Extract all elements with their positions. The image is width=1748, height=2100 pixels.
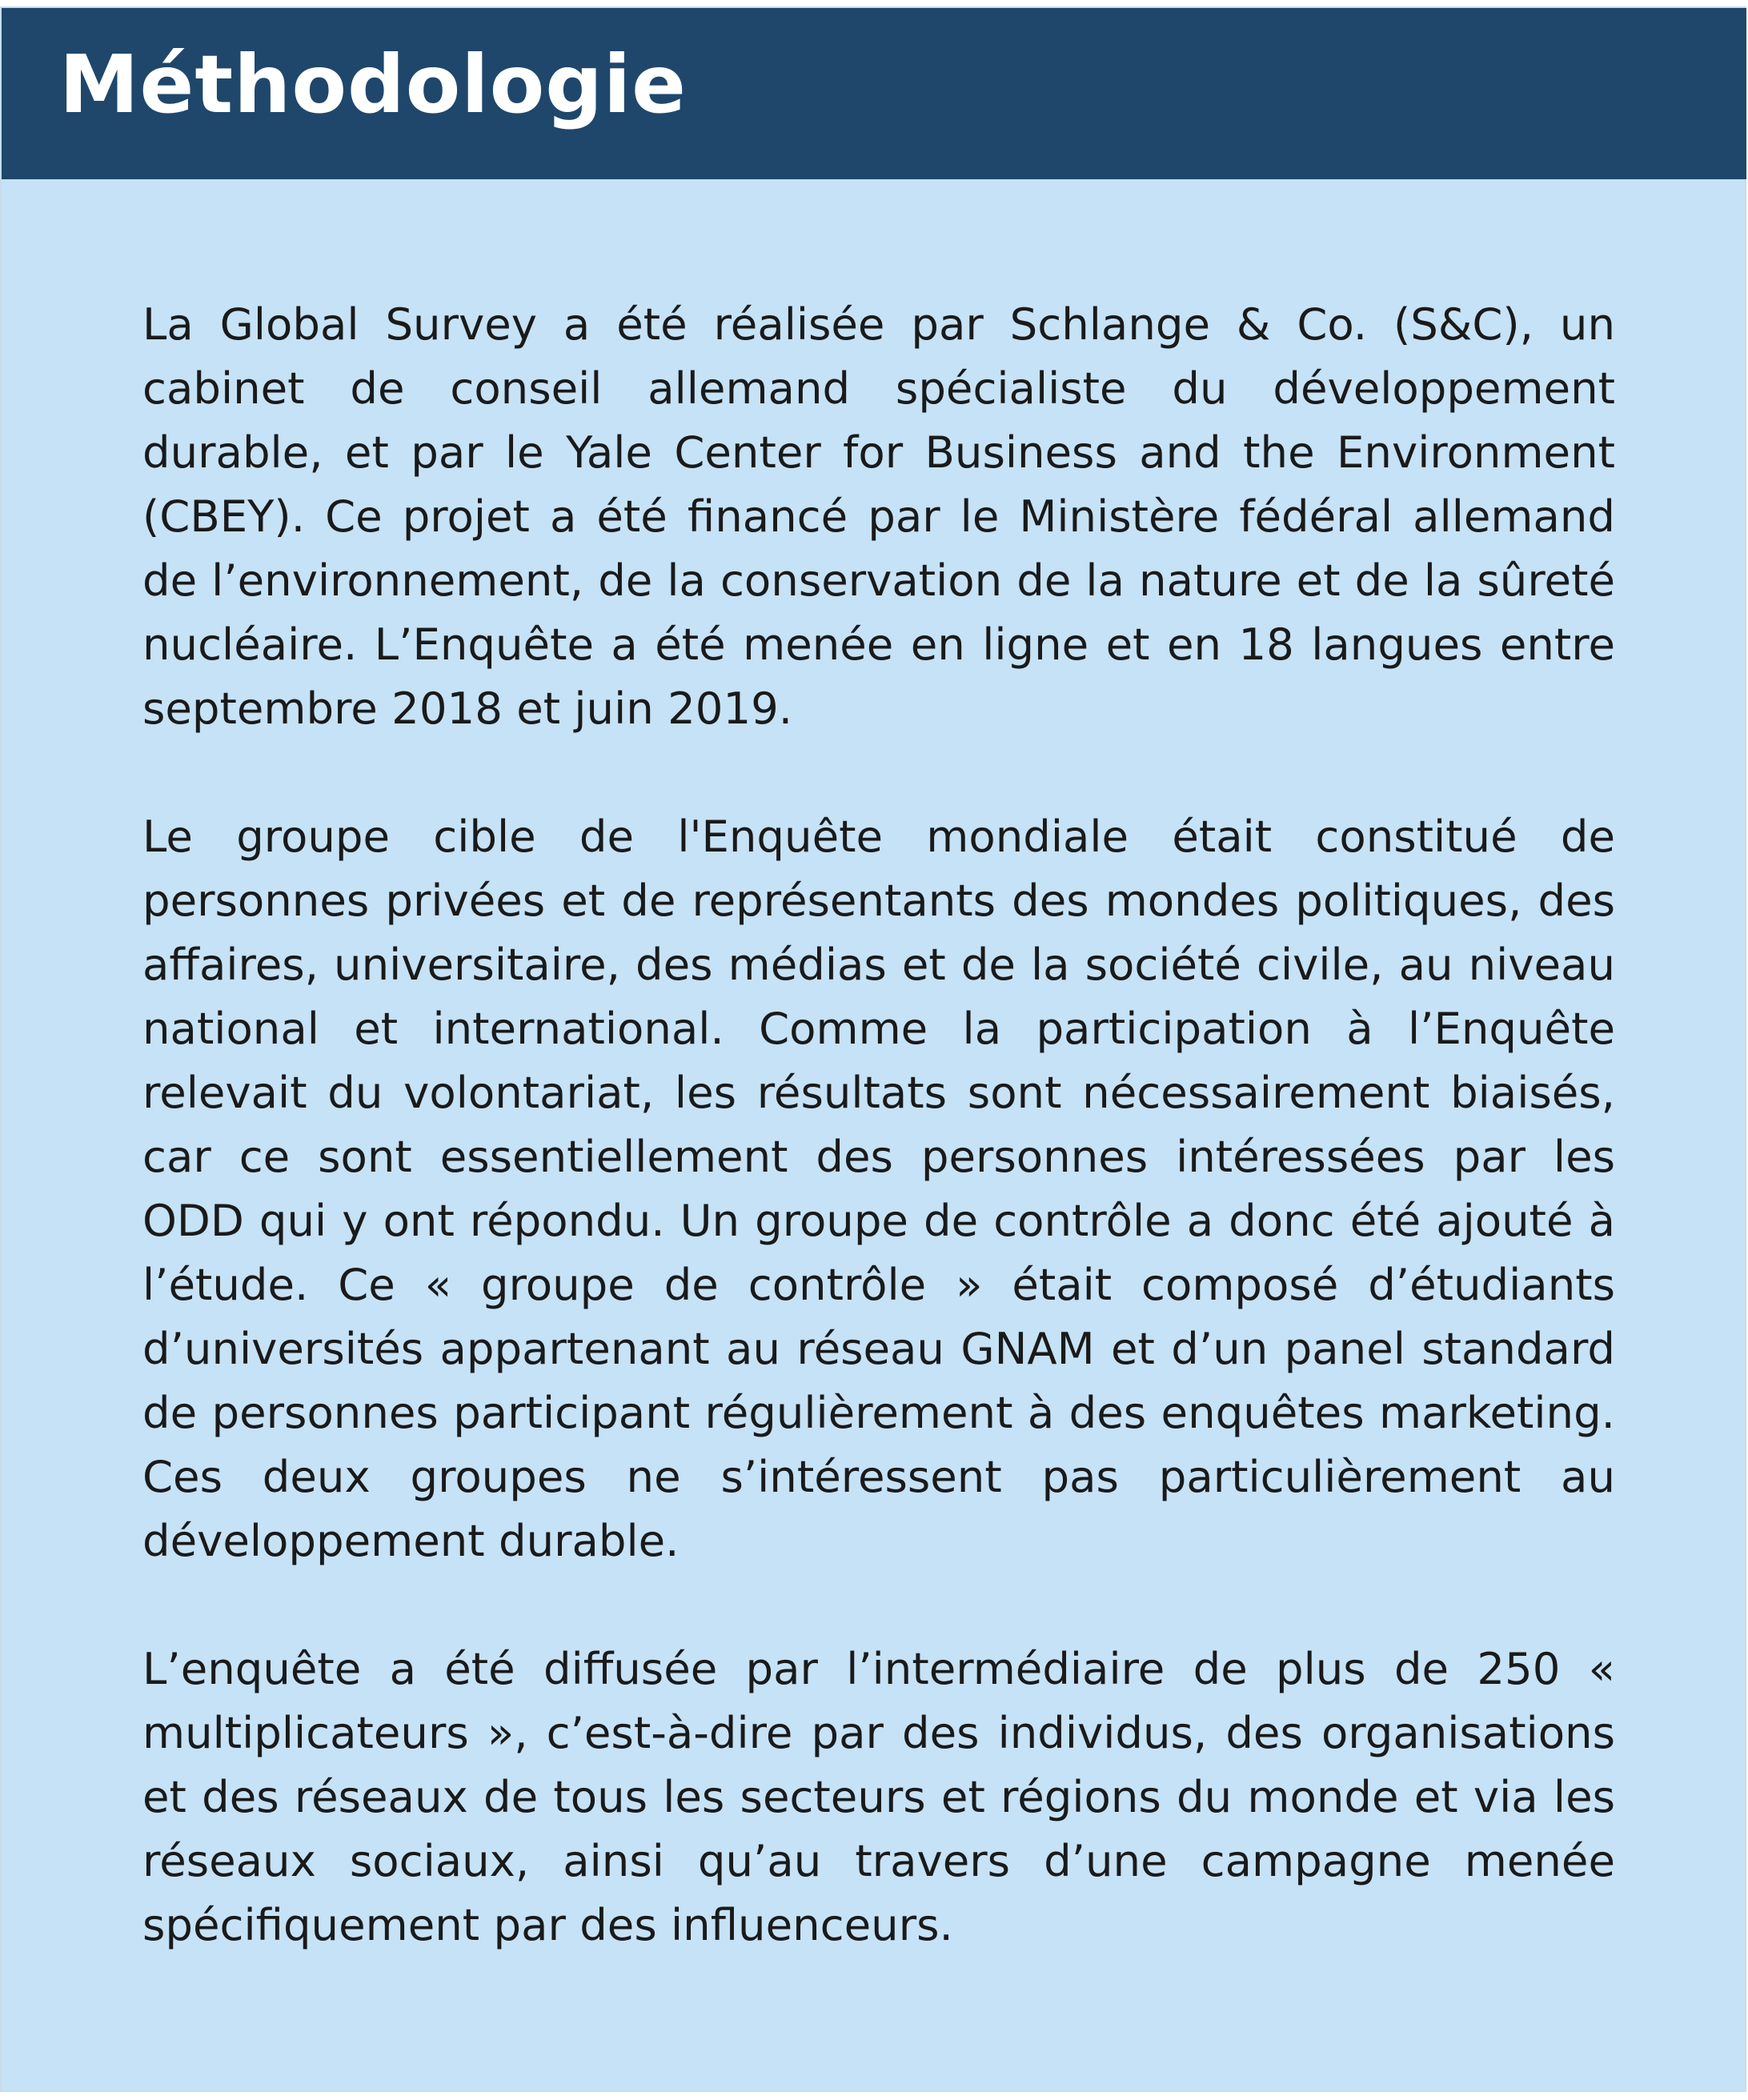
- header-bar: [2, 8, 1746, 179]
- body-text: [142, 292, 1615, 1957]
- page-title: Méthodologie: [59, 38, 687, 131]
- paragraph-3: L’enquête a été diffusée par l’intermédiaire de plus de 250 « multiplicateurs », c’est-à-dire par des individus, des organisations et des réseaux de tous les secteurs et régions du monde et via les réseaux sociaux, ainsi qu’au travers d’une campagne menée spécifiquement par des influenceurs.: [142, 1643, 1615, 1950]
- paragraph-1: La Global Survey a été réalisée par Schlange & Co. (S&C), un cabinet de conseil allemand spécialiste du développement durable, et par le Yale Center for Business and the Environment (CBEY). Ce projet a été financé par le Ministère fédéral allemand de l’environnement, de la conservation de la nature et de la sûreté nucléaire. L’Enquête a été menée en ligne et en 18 langues entre septembre 2018 et juin 2019.: [142, 299, 1615, 734]
- paragraph-2: Le groupe cible de l'Enquête mondiale était constitué de personnes privées et de représentants des mondes politiques, des affaires, universitaire, des médias et de la société civile, au niveau national et international. Comme la participation à l’Enquête relevait du volontariat, les résultats sont nécessairement biaisés, car ce sont essentiellement des personnes intéressées par les ODD qui y ont répondu. Un groupe de contrôle a donc été ajouté à l’étude. Ce « groupe de contrôle » était composé d’étudiants d’universités appartenant au réseau GNAM et d’un panel standard de personnes participant régulièrement à des enquêtes marketing. Ces deux groupes ne s’intéressent pas particulièrement au développement durable.: [142, 811, 1615, 1566]
- methodology-box: [0, 6, 1746, 2092]
